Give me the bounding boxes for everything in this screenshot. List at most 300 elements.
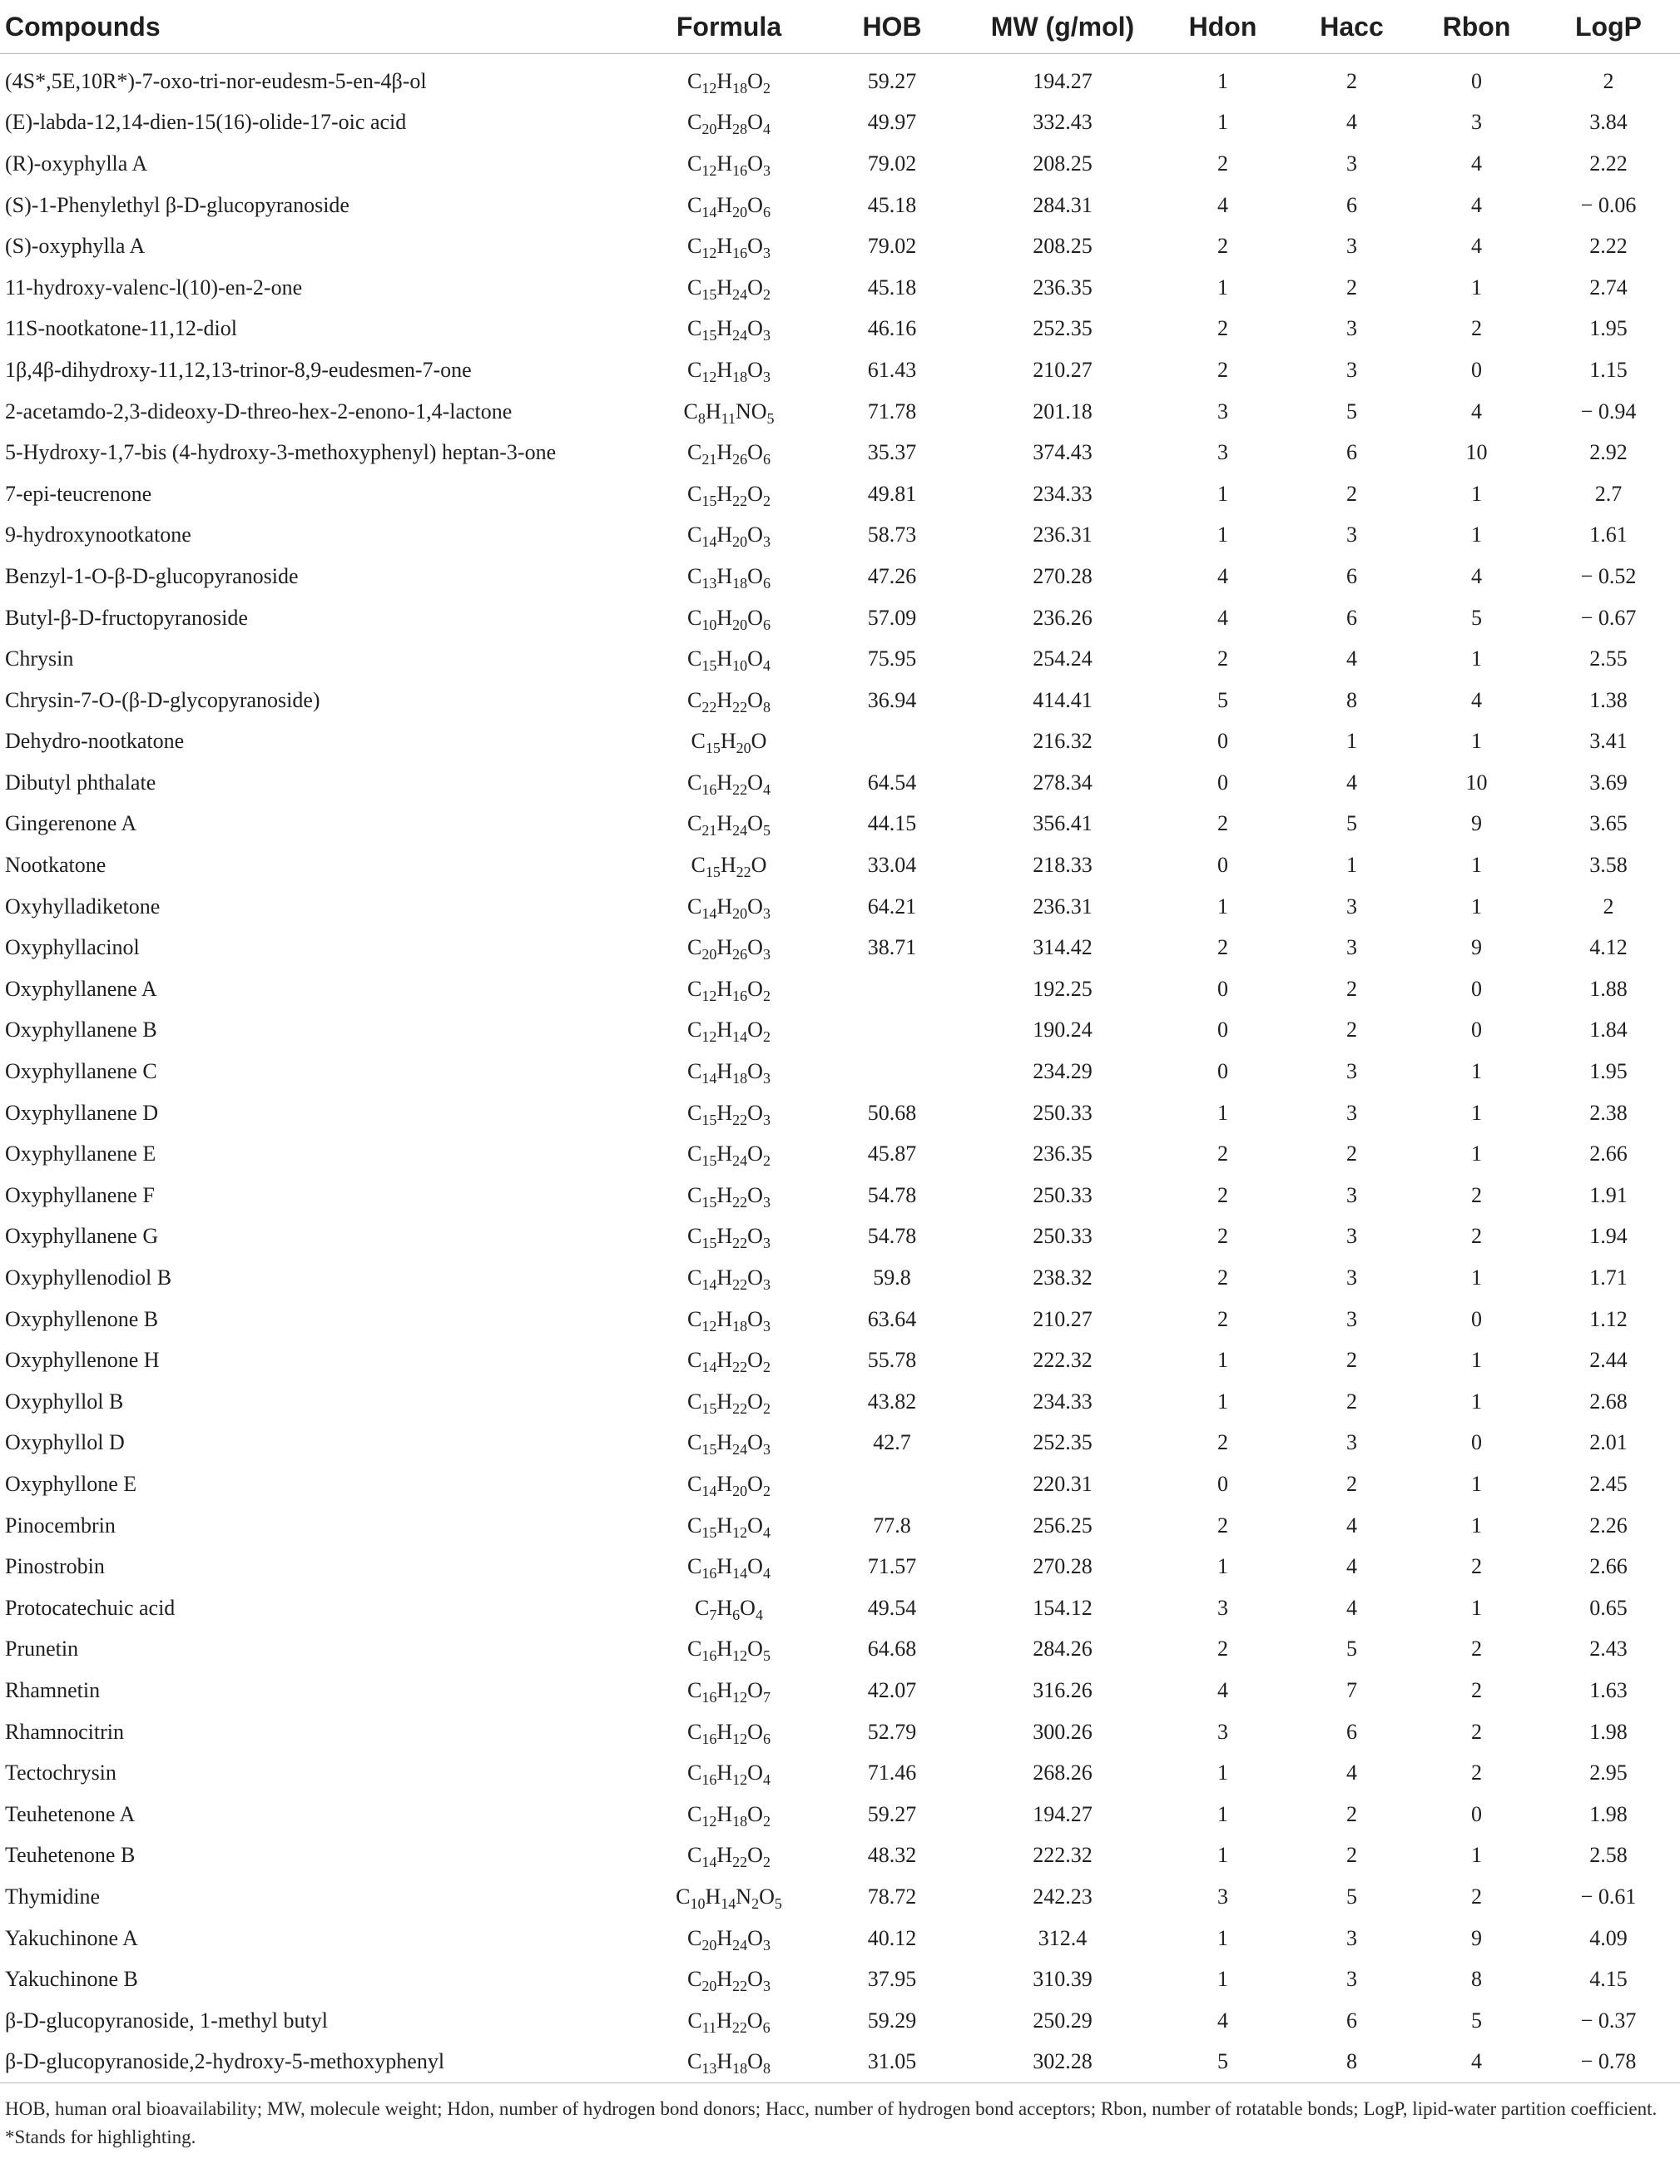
hacc-cell: 2 (1346, 275, 1357, 300)
formula-element: H (720, 853, 736, 878)
rbon-cell: 2 (1471, 1182, 1482, 1207)
hacc-cell: 3 (1346, 234, 1357, 259)
hdon-cell: 2 (1217, 151, 1228, 176)
table-row (0, 473, 1680, 515)
formula-element: C (687, 481, 702, 506)
hacc-cell: 6 (1346, 2008, 1357, 2033)
mw-cell: 316.26 (1033, 1677, 1093, 1702)
formula-subscript: 15 (701, 492, 717, 509)
hacc-cell: 3 (1346, 935, 1357, 960)
formula-element: O (747, 1100, 763, 1125)
logp-cell: 2.66 (1589, 1554, 1628, 1579)
hob-cell: 52.79 (867, 1719, 917, 1744)
formula-element: H (705, 1884, 721, 1909)
formula-cell (641, 1175, 817, 1216)
table-row (0, 1299, 1680, 1340)
formula-element: C (687, 1719, 702, 1744)
hacc-cell: 4 (1346, 1761, 1357, 1785)
rbon-cell: 1 (1471, 1595, 1482, 1620)
compound-name-cell: Gingerenone A (5, 811, 137, 836)
rbon-cell: 9 (1471, 811, 1482, 836)
table-row (0, 309, 1680, 350)
compound-name-cell: (4S*,5E,10R*)-7-oxo-tri-nor-eudesm-5-en-4β-ol (5, 68, 427, 93)
hdon-cell: 1 (1217, 1801, 1228, 1826)
formula-subscript: 26 (732, 946, 748, 963)
table-row (0, 1670, 1680, 1711)
logp-cell: 2.92 (1589, 440, 1628, 465)
formula-subscript: 2 (762, 1482, 771, 1499)
hob-cell: 55.78 (867, 1348, 917, 1373)
mw-cell: 302.28 (967, 2042, 1158, 2083)
hdon-cell: 3 (1217, 1884, 1228, 1909)
hob-cell: 59.29 (867, 2008, 917, 2033)
formula-element: H (716, 1761, 733, 1785)
formula-subscript: 3 (762, 1317, 771, 1335)
hacc-cell: 5 (1346, 1637, 1357, 1662)
compound-name-cell: Dibutyl phthalate (5, 770, 156, 795)
formula-element: O (747, 976, 763, 1001)
formula-element: O (747, 1389, 763, 1414)
compound-name-cell: Yakuchinone B (5, 1967, 138, 1992)
hacc-cell: 3 (1346, 1265, 1357, 1290)
logp-cell: 3.65 (1589, 811, 1628, 836)
hacc-cell: 2 (1346, 68, 1357, 93)
hacc-cell: 5 (1346, 811, 1357, 836)
formula-cell (641, 844, 817, 886)
formula-element: C (687, 563, 702, 588)
mw-cell: 154.12 (1033, 1595, 1093, 1620)
formula-element: O (747, 1224, 763, 1249)
hacc-cell: 3 (1346, 522, 1357, 547)
mw-cell: 236.26 (1033, 605, 1093, 630)
rbon-cell: 4 (1471, 687, 1482, 712)
hacc-cell: 8 (1287, 2042, 1416, 2083)
table-row (0, 1505, 1680, 1547)
formula-subscript: 14 (701, 203, 717, 220)
formula-subscript: 5 (774, 1894, 782, 1912)
hob-cell: 42.07 (867, 1677, 917, 1702)
header-row (0, 0, 1680, 54)
formula-subscript: 22 (732, 492, 748, 509)
mw-cell: 234.33 (1033, 481, 1093, 506)
formula-element: C (687, 1967, 702, 1992)
formula-element: O (746, 2008, 763, 2033)
mw-cell: 236.35 (1033, 275, 1093, 300)
rbon-cell: 5 (1471, 2008, 1482, 2033)
formula-element: C (687, 1224, 702, 1249)
formula-element: O (747, 440, 763, 465)
hacc-cell: 3 (1346, 1059, 1357, 1084)
formula-element: C (691, 853, 706, 878)
table-row (0, 1629, 1680, 1671)
hob-cell: 49.54 (867, 1595, 917, 1620)
formula-subscript: 4 (762, 1771, 771, 1789)
formula-element: C (687, 935, 702, 960)
formula-subscript: 4 (762, 121, 771, 138)
table-row (0, 1133, 1680, 1175)
formula-element: H (716, 1059, 733, 1084)
mw-cell: 252.35 (1033, 316, 1093, 341)
table-row (0, 927, 1680, 968)
hacc-cell: 2 (1346, 1843, 1357, 1868)
rbon-cell: 8 (1471, 1967, 1482, 1992)
hob-cell: 46.16 (867, 316, 917, 341)
compound-name-cell: Oxyphyllone E (5, 1471, 137, 1496)
formula-element: H (716, 894, 733, 919)
formula-subscript: 12 (732, 1647, 748, 1665)
compound-name-cell: Nootkatone (5, 853, 107, 878)
hacc-cell: 3 (1346, 1925, 1357, 1950)
formula-subscript: 20 (701, 1936, 717, 1954)
logp-cell: 2.01 (1589, 1430, 1628, 1455)
formula-cell (641, 762, 817, 804)
table-row (0, 54, 1680, 102)
formula-element: O (747, 1306, 763, 1331)
formula-subscript: 6 (762, 1730, 771, 1747)
formula-element: C (687, 1761, 702, 1785)
formula-element: NO (735, 399, 767, 423)
table-row (0, 597, 1680, 639)
formula-element: O (747, 1761, 763, 1785)
formula-element: H (716, 1801, 733, 1826)
logp-cell: 2.22 (1589, 234, 1628, 259)
formula-element: H (716, 605, 733, 630)
formula-cell (641, 102, 817, 144)
hdon-cell: 1 (1217, 1100, 1228, 1125)
compound-name-cell: 11-hydroxy-valenc-l(10)-en-2-one (5, 275, 303, 300)
formula-subscript: 15 (701, 1399, 717, 1417)
hdon-cell: 4 (1217, 1677, 1228, 1702)
formula-element: H (716, 1224, 733, 1249)
formula-cell (641, 2000, 817, 2042)
formula-element: H (716, 1554, 733, 1579)
formula-element: H (705, 399, 721, 423)
formula-element: C (687, 1677, 702, 1702)
mw-cell: 242.23 (1033, 1884, 1093, 1909)
hdon-cell: 2 (1217, 1637, 1228, 1662)
formula-subscript: 4 (762, 657, 771, 675)
formula-subscript: 16 (732, 245, 748, 262)
logp-cell: − 0.78 (1537, 2042, 1680, 2083)
rbon-cell: 4 (1471, 151, 1482, 176)
formula-element: O (747, 1925, 763, 1950)
formula-element: O (747, 192, 763, 217)
formula-subscript: 2 (762, 1152, 771, 1170)
logp-cell: 2.26 (1589, 1513, 1628, 1538)
hob-cell: 38.71 (867, 935, 917, 960)
mw-cell: 356.41 (1033, 811, 1093, 836)
formula-subscript: 10 (701, 616, 717, 633)
mw-cell: 250.33 (1033, 1224, 1093, 1249)
formula-element: O (747, 1348, 763, 1373)
formula-subscript: 20 (701, 1978, 717, 1995)
formula-element: H (716, 357, 733, 382)
compound-name-cell: Thymidine (5, 1884, 101, 1909)
formula-subscript: 22 (732, 1276, 748, 1294)
logp-cell: 4.12 (1589, 935, 1628, 960)
formula-element: O (740, 1595, 756, 1620)
compound-name-cell: Oxyphyllanene A (5, 976, 157, 1001)
formula-element: C (687, 234, 702, 259)
formula-element: H (716, 1595, 733, 1620)
hob-cell: 63.64 (867, 1306, 917, 1331)
formula-cell (641, 391, 817, 433)
formula-cell (641, 515, 817, 557)
mw-cell: 210.27 (1033, 1306, 1093, 1331)
formula-element: O (747, 1801, 763, 1826)
formula-subscript: 22 (732, 1111, 748, 1128)
compound-name-cell: Pinocembrin (5, 1513, 116, 1538)
compound-name-cell: Dehydro-nootkatone (5, 729, 185, 754)
logp-cell: 2.68 (1589, 1389, 1628, 1414)
logp-cell: 4.15 (1589, 1967, 1628, 1992)
rbon-cell: 1 (1471, 1843, 1482, 1868)
table-row (0, 1752, 1680, 1794)
formula-element: O (747, 563, 763, 588)
formula-cell (641, 1670, 817, 1711)
hob-cell: 64.21 (867, 894, 917, 919)
formula-element: C (687, 1059, 702, 1084)
compound-name-cell: Oxyphyllanene B (5, 1018, 157, 1042)
hacc-cell: 2 (1346, 1389, 1357, 1414)
formula-subscript: 21 (701, 451, 717, 468)
formula-element: O (747, 1430, 763, 1455)
formula-element: C (687, 1513, 702, 1538)
hdon-cell: 1 (1217, 1761, 1228, 1785)
formula-cell (641, 638, 817, 680)
formula-element: C (687, 1265, 702, 1290)
mw-cell: 374.43 (1033, 440, 1093, 465)
compound-name-cell: Oxyphyllol B (5, 1389, 124, 1414)
formula-subscript: 6 (762, 2018, 771, 2036)
hdon-cell: 0 (1217, 729, 1228, 754)
table-row (0, 1835, 1680, 1877)
hob-cell: 71.78 (867, 399, 917, 423)
table-row (0, 1463, 1680, 1505)
compound-name-cell: Protocatechuic acid (5, 1595, 176, 1620)
hacc-cell: 2 (1346, 1142, 1357, 1166)
mw-cell: 236.31 (1033, 894, 1093, 919)
formula-subscript: 12 (701, 368, 717, 385)
formula-subscript: 6 (732, 1606, 741, 1623)
formula-subscript: 3 (762, 904, 771, 922)
formula-element: H (716, 1306, 733, 1331)
formula-subscript: 3 (762, 533, 771, 551)
logp-cell: 1.71 (1589, 1265, 1628, 1290)
hacc-cell: 4 (1346, 770, 1357, 795)
mw-cell: 218.33 (1033, 853, 1093, 878)
formula-element: C (687, 1843, 702, 1868)
hdon-cell: 3 (1217, 399, 1228, 423)
mw-cell: 222.32 (1033, 1348, 1093, 1373)
formula-cell (641, 1463, 817, 1505)
hdon-cell: 0 (1217, 976, 1228, 1001)
formula-subscript: 15 (701, 1193, 717, 1211)
formula-subscript: 12 (701, 245, 717, 262)
compound-name-cell: Prunetin (5, 1637, 79, 1662)
compound-name-cell: Chrysin (5, 646, 74, 671)
formula-element: H (716, 1389, 733, 1414)
formula-subscript: 24 (732, 1936, 748, 1954)
rbon-cell: 1 (1471, 522, 1482, 547)
formula-element: O (759, 1884, 775, 1909)
formula-cell (641, 309, 817, 350)
table-row (0, 515, 1680, 557)
formula-subscript: 6 (762, 451, 771, 468)
formula-element: O (747, 770, 763, 795)
formula-element: C (687, 1389, 702, 1414)
formula-subscript: 12 (701, 1028, 717, 1046)
table-row (0, 2042, 1680, 2083)
formula-element: H (716, 2049, 733, 2074)
hob-cell: 45.87 (867, 1142, 917, 1166)
mw-cell: 236.31 (1033, 522, 1093, 547)
mw-cell: 208.25 (1033, 234, 1093, 259)
formula-element: C (687, 605, 702, 630)
rbon-cell: 4 (1471, 563, 1482, 588)
formula-element: C (687, 1142, 702, 1166)
compound-name-cell: Oxyphyllanene G (5, 1224, 159, 1249)
formula-cell (641, 721, 817, 763)
formula-element: H (716, 481, 733, 506)
rbon-cell: 2 (1471, 1719, 1482, 1744)
hob-cell: 49.81 (867, 481, 917, 506)
hacc-cell: 6 (1346, 440, 1357, 465)
formula-subscript: 2 (762, 1399, 771, 1417)
hdon-cell: 0 (1217, 1059, 1228, 1084)
hob-cell: 45.18 (867, 275, 917, 300)
logp-cell: 2.22 (1589, 151, 1628, 176)
formula-subscript: 12 (701, 1317, 717, 1335)
formula-element: C (687, 811, 702, 836)
mw-cell: 414.41 (1033, 687, 1093, 712)
formula-subscript: 15 (701, 1523, 717, 1541)
formula-subscript: 20 (701, 946, 717, 963)
table-row (0, 886, 1680, 928)
formula-subscript: 10 (690, 1894, 706, 1912)
logp-cell: 2.7 (1594, 481, 1623, 506)
logp-cell: 2 (1603, 68, 1614, 93)
formula-element: H (716, 1142, 733, 1166)
hacc-cell: 1 (1346, 853, 1357, 878)
hdon-cell: 2 (1217, 1224, 1228, 1249)
hob-cell: 44.15 (867, 811, 917, 836)
formula-subscript: 14 (701, 1482, 717, 1499)
formula-element: O (747, 1513, 763, 1538)
formula-subscript: 12 (732, 1771, 748, 1789)
hacc-cell: 4 (1346, 646, 1357, 671)
formula-element: O (747, 894, 763, 919)
hob-cell (817, 721, 967, 763)
formula-subscript: 22 (701, 698, 717, 716)
formula-subscript: 14 (732, 1028, 748, 1046)
hob-cell (817, 1010, 967, 1052)
logp-cell: 1.95 (1589, 316, 1628, 341)
mw-cell: 222.32 (1033, 1843, 1093, 1868)
formula-element: H (716, 192, 733, 217)
formula-subscript: 6 (762, 574, 771, 592)
hdon-cell: 0 (1217, 853, 1228, 878)
table-footnote: HOB, human oral bioavailability; MW, molecule weight; Hdon, number of hydrogen bond donors; Hacc, number of hydrogen bond acceptors; Rbon, number of rotatable bonds; LogP, lipid-water partition coefficient. *Stands for highlighting. (5, 2098, 1658, 2148)
formula-subscript: 2 (762, 1359, 771, 1376)
formula-element: H (716, 1719, 733, 1744)
formula-subscript: 12 (732, 1688, 748, 1706)
formula-subscript: 15 (705, 740, 721, 757)
table-row (0, 1918, 1680, 1959)
logp-cell: 2.58 (1589, 1843, 1628, 1868)
formula-cell (641, 1010, 817, 1052)
formula-element: C (687, 316, 702, 341)
formula-subscript: 18 (732, 1070, 748, 1087)
logp-cell: 3.58 (1589, 853, 1628, 878)
compound-name-cell: Rhamnocitrin (5, 1719, 124, 1744)
mw-cell: 210.27 (1033, 357, 1093, 382)
compound-name-cell: 11S-nootkatone-11,12-diol (5, 316, 237, 341)
compound-name-cell: Rhamnetin (5, 1677, 101, 1702)
compound-name-cell: Oxyphyllanene C (5, 1059, 157, 1084)
formula-subscript: 14 (701, 1854, 717, 1871)
hdon-cell: 2 (1217, 1182, 1228, 1207)
mw-cell: 256.25 (1033, 1513, 1093, 1538)
formula-cell (641, 1959, 817, 2000)
rbon-cell: 4 (1471, 192, 1482, 217)
rbon-cell: 4 (1416, 2042, 1537, 2083)
table-row (0, 1257, 1680, 1299)
formula-subscript: 2 (762, 492, 771, 509)
hacc-cell: 3 (1346, 1967, 1357, 1992)
rbon-cell: 9 (1471, 1925, 1482, 1950)
rbon-cell: 2 (1471, 316, 1482, 341)
hacc-cell: 1 (1346, 729, 1357, 754)
rbon-cell: 1 (1471, 1142, 1482, 1166)
formula-subscript: 3 (762, 1441, 771, 1458)
rbon-cell: 4 (1471, 234, 1482, 259)
mw-cell: 238.32 (1033, 1265, 1093, 1290)
formula-element: H (716, 1637, 733, 1662)
formula-subscript: 22 (732, 1235, 748, 1252)
mw-cell: 208.25 (1033, 151, 1093, 176)
hob-cell: 71.46 (867, 1761, 917, 1785)
hdon-cell: 1 (1217, 1348, 1228, 1373)
hacc-cell: 3 (1346, 151, 1357, 176)
formula-subscript: 14 (732, 1565, 748, 1582)
hdon-cell: 2 (1217, 1306, 1228, 1331)
formula-cell (641, 927, 817, 968)
formula-element: C (676, 1884, 691, 1909)
rbon-cell: 9 (1471, 935, 1482, 960)
compound-name-cell: (S)-1-Phenylethyl β-D-glucopyranoside (5, 192, 349, 217)
formula-element: H (716, 110, 733, 135)
formula-cell (641, 968, 817, 1010)
hacc-cell: 3 (1346, 1224, 1357, 1249)
formula-element: H (716, 151, 733, 176)
formula-cell (641, 1423, 817, 1464)
table-row (0, 968, 1680, 1010)
hob-cell: 42.7 (873, 1430, 911, 1455)
logp-cell: 4.09 (1589, 1925, 1628, 1950)
compound-name-cell: Oxyphyllenodiol B (5, 1265, 172, 1290)
table-row (0, 1711, 1680, 1753)
compound-name-cell: Pinostrobin (5, 1554, 105, 1579)
formula-cell (641, 1381, 817, 1423)
formula-cell (641, 473, 817, 515)
formula-element: C (687, 1306, 702, 1331)
formula-subscript: 18 (732, 79, 748, 97)
logp-cell: 1.61 (1589, 522, 1628, 547)
formula-element: H (716, 440, 733, 465)
formula-subscript: 16 (732, 161, 748, 179)
logp-cell: 2.43 (1589, 1637, 1628, 1662)
